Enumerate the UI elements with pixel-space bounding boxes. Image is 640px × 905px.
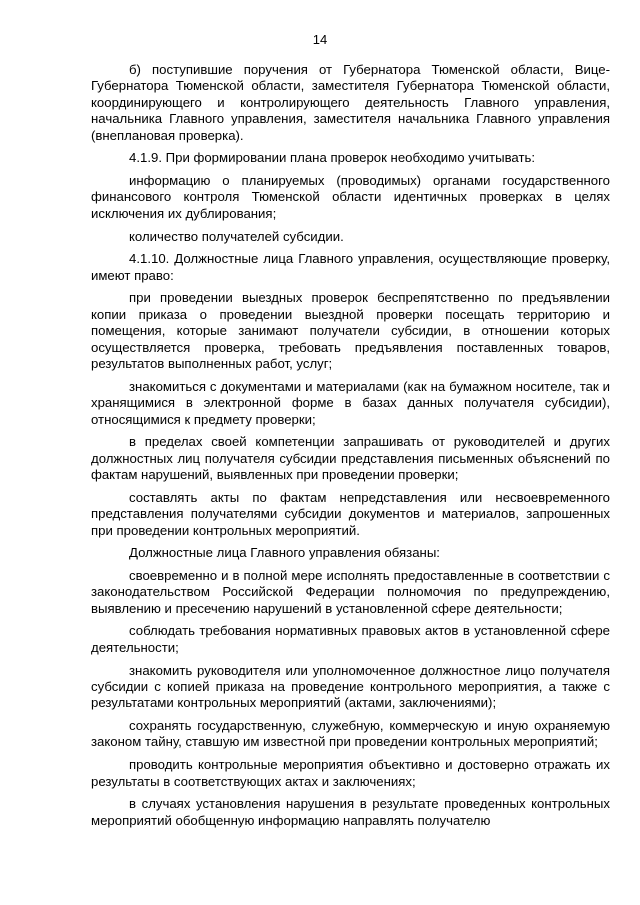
paragraph: в пределах своей компетенции запрашивать от руководителей и других должностных лиц получателя субсидии представления письменных объяснений по фактам нарушений, выявленных при проведении проверки;	[91, 434, 610, 483]
paragraph: проводить контрольные мероприятия объективно и достоверно отражать их результаты в соответствующих актах и заключениях;	[91, 757, 610, 789]
paragraph: соблюдать требования нормативных правовых актов в установленной сфере деятельности;	[91, 623, 610, 655]
paragraph: 4.1.9. При формировании плана проверок необходимо учитывать:	[129, 150, 536, 166]
paragraph: сохранять государственную, служебную, коммерческую и иную охраняемую законом тайну, ставшую им известной при проведении контрольных мероприятий;	[91, 718, 610, 750]
paragraph: составлять акты по фактам непредставления или несвоевременного представления получателями субсидии документов и материалов, запрошенных при проведении контрольных мероприятий.	[91, 489, 610, 538]
paragraph: информацию о планируемых (проводимых) органами государственного финансового контроля Тюменской области идентичных проверках в целях исключения их дублирования;	[91, 173, 610, 221]
paragraph: в случаях установления нарушения в результате проведенных контрольных мероприятий обобщенную информацию направлять получателю	[91, 796, 610, 828]
paragraph: количество получателей субсидии.	[129, 228, 344, 244]
paragraph: б) поступившие поручения от Губернатора Тюменской области, Вице-Губернатора Тюменской области, заместителя Губернатора Тюменской области, координирующего и контролирующего деятельность Главного управления, начальника Главного управления, заместителя начальника Главного управления (внеплановая проверка).	[91, 62, 610, 143]
paragraph: 4.1.10. Должностные лица Главного управления, осуществляющие проверку, имеют право:	[91, 251, 610, 283]
paragraph: Должностные лица Главного управления обязаны:	[129, 545, 440, 561]
document-body	[91, 62, 610, 835]
page-number: 14	[312, 32, 328, 47]
paragraph: при проведении выездных проверок беспрепятственно по предъявлении копии приказа о проведении выездной проверки посещать территорию и помещения, которые занимают получатели субсидии, в отношении которых осуществляется проверка, требовать предъявления поставленных товаров, результатов выполненных работ, услуг;	[91, 290, 610, 371]
paragraph: своевременно и в полной мере исполнять предоставленные в соответствии с законодательством Российской Федерации полномочия по предупреждению, выявлению и пресечению нарушений в установленной сфере деятельности;	[91, 567, 610, 616]
paragraph: знакомиться с документами и материалами (как на бумажном носителе, так и хранящимися в электронной форме в базах данных получателя субсидии), относящимися к предмету проверки;	[91, 378, 610, 427]
paragraph: знакомить руководителя или уполномоченное должностное лицо получателя субсидии с копией приказа на проведение контрольного мероприятия, а также с результатами контрольных мероприятий (актами, заключениями);	[91, 662, 610, 711]
